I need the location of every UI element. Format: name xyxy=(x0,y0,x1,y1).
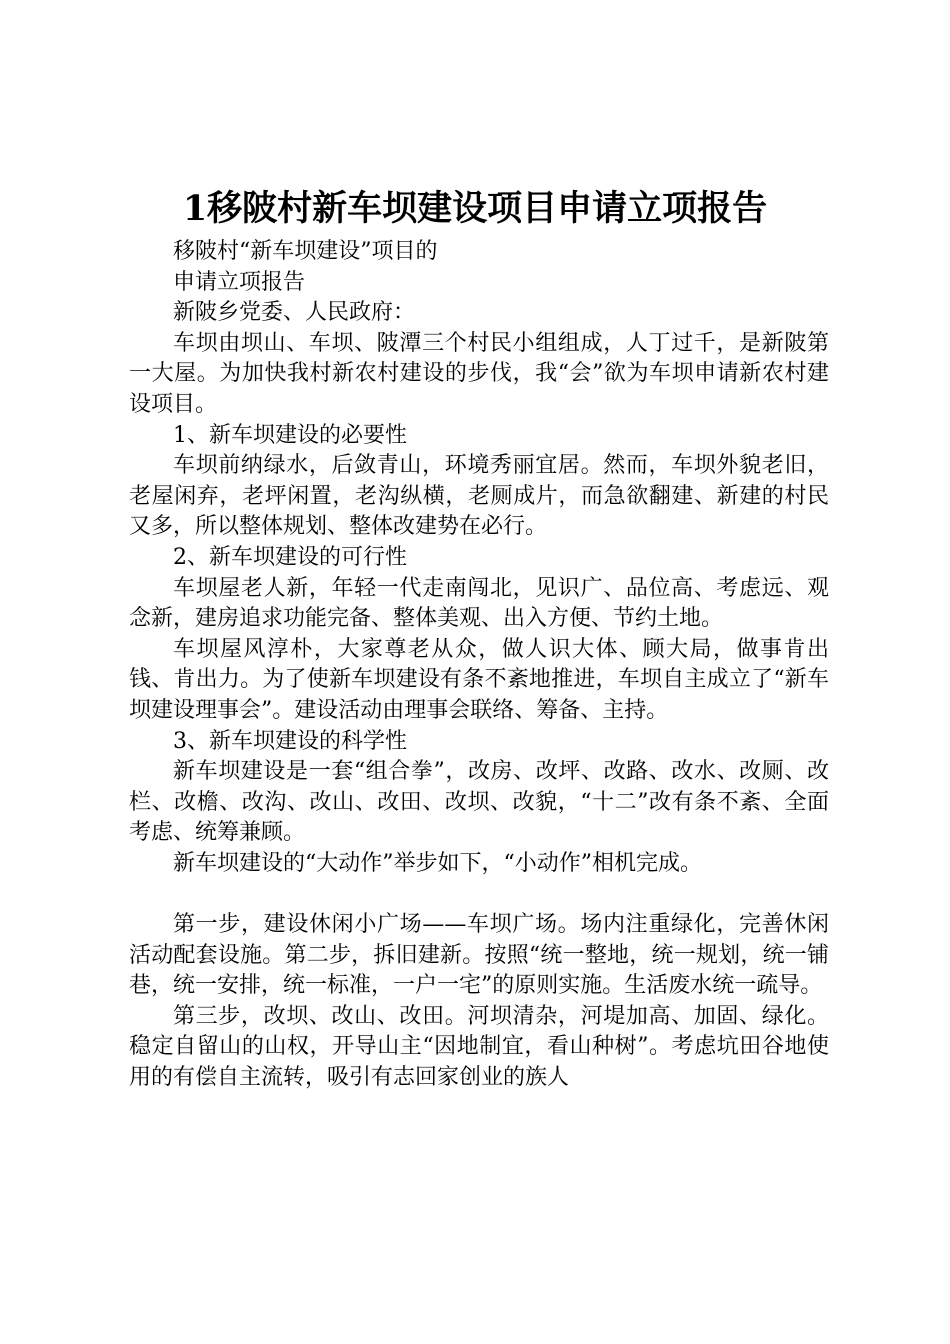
paragraph-intro: 车坝由坝山、车坝、陂潭三个村民小组组成，人丁过千，是新陂第一大屋。为加快我村新农村建设的步伐，我“会”欲为车坝申请新农村建设项目。 xyxy=(129,330,829,417)
paragraph-step-one-two: 第一步，建设休闲小广场——车坝广场。场内注重绿化，完善休闲活动配套设施。第二步，拆旧建新。按照“统一整地，统一规划，统一铺巷，统一安排，统一标准，一户一宅”的原则实施。生活废水统一疏导。 xyxy=(129,912,829,999)
paragraph-project-name: 移陂村“新车坝建设”项目的 xyxy=(173,239,438,264)
paragraph-step-three: 第三步，改坝、改山、改田。河坝清杂，河堤加高、加固、绿化。稳定自留山的山权，开导山主“因地制宜，看山种树”。考虑坑田谷地使用的有偿自主流转，吸引有志回家创业的族人 xyxy=(129,1003,829,1091)
section-heading-necessity: 1、新车坝建设的必要性 xyxy=(173,422,407,448)
document-body xyxy=(129,237,829,1094)
paragraph-feasibility-2: 车坝屋风淳朴，大家尊老从众，做人识大体、顾大局，做事肯出钱、肯出力。为了使新车坝建设有条不紊地推进，车坝自主成立了“新车坝建设理事会”。建设活动由理事会联络、筹备、主持。 xyxy=(129,636,829,723)
paragraph-feasibility-1: 车坝屋老人新，年轻一代走南闯北，见识广、品位高、考虑远、观念新，建房追求功能完备、整体美观、出入方便、节约土地。 xyxy=(129,575,829,632)
section-heading-feasibility: 2、新车坝建设的可行性 xyxy=(173,544,407,570)
paragraph-scientific: 新车坝建设是一套“组合拳”，改房、改坪、改路、改水、改厕、改栏、改檐、改沟、改山、改田、改坝、改貌，“十二”改有条不紊、全面考虑、统筹兼顾。 xyxy=(129,759,829,846)
paragraph-necessity: 车坝前纳绿水，后敛青山，环境秀丽宜居。然而，车坝外貌老旧，老屋闲弃，老坪闲置，老沟纵横，老厕成片，而急欲翻建、新建的村民又多，所以整体规划、整体改建势在必行。 xyxy=(129,453,829,540)
blank-line xyxy=(129,879,829,910)
paragraph-addressee: 新陂乡党委、人民政府： xyxy=(173,300,416,326)
document-title: 1移陂村新车坝建设项目申请立项报告 xyxy=(182,188,768,229)
paragraph-actions-summary: 新车坝建设的“大动作”举步如下，“小动作”相机完成。 xyxy=(173,850,702,876)
section-heading-scientific: 3、新车坝建设的科学性 xyxy=(173,728,407,754)
paragraph-report-label: 申请立项报告 xyxy=(173,269,306,295)
